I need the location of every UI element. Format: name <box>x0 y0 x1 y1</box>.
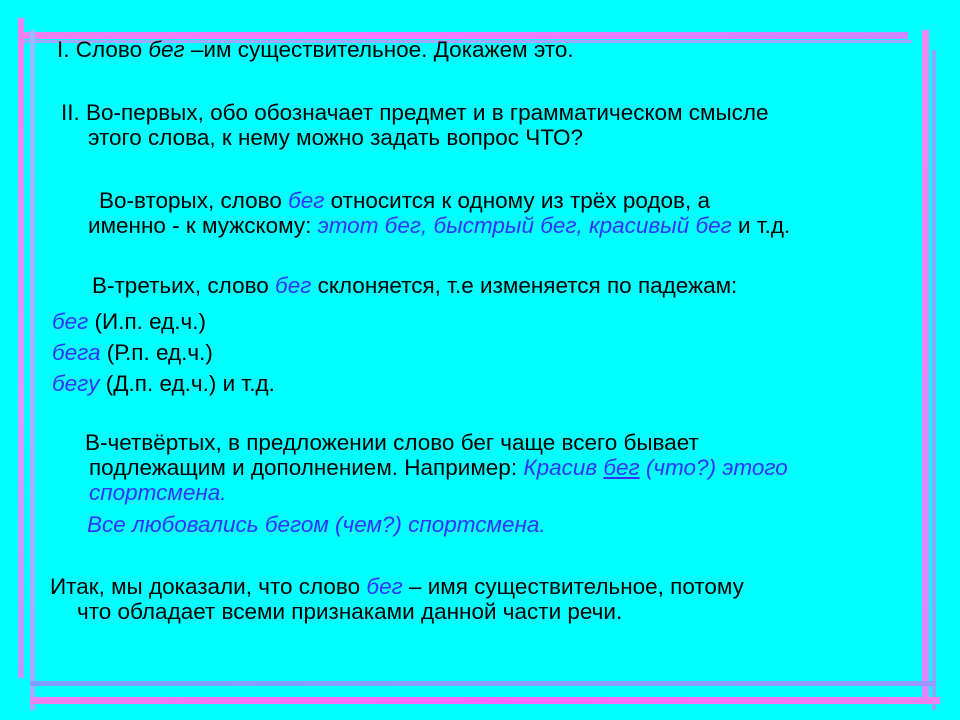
second-argument <box>88 188 791 238</box>
fourth-argument-example-b: (что?) этого <box>639 455 788 480</box>
first-argument <box>61 100 769 150</box>
case-forms-list <box>52 306 275 399</box>
frame-right-stripe <box>922 30 929 700</box>
third-argument-word: бег <box>275 273 312 298</box>
third-argument <box>92 273 737 298</box>
intro-word: бег <box>148 37 185 62</box>
first-argument-line-2: этого слова, к нему можно задать вопрос ЧТО? <box>88 125 584 150</box>
fourth-argument <box>85 430 788 505</box>
second-argument-word: бег <box>288 188 325 213</box>
frame-left-stripe <box>18 18 24 678</box>
case-form-label: (Р.п. ед.ч.) <box>100 340 213 365</box>
second-argument-text-d: и т.д. <box>731 213 791 238</box>
conclusion-text-a: Итак, мы доказали, что слово <box>50 574 367 599</box>
frame-left-blue-stripe <box>30 30 35 710</box>
conclusion-word: бег <box>366 574 403 599</box>
case-form-item <box>52 337 275 368</box>
case-form-word: бег <box>52 309 89 334</box>
fourth-argument-line-2 <box>89 455 788 480</box>
second-argument-text-a: Во-вторых, слово <box>99 188 289 213</box>
intro-rest: –им существительное. Докажем это. <box>184 37 574 62</box>
third-argument-text-a: В-третьих, слово <box>92 273 276 298</box>
case-form-label: (И.п. ед.ч.) <box>88 309 206 334</box>
frame-right-blue-stripe <box>932 50 936 710</box>
case-form-word: бега <box>52 340 101 365</box>
case-form-tail: и т.д. <box>216 371 275 396</box>
conclusion-line-1 <box>50 574 744 599</box>
conclusion-text-b: – имя существительное, потому <box>402 574 744 599</box>
second-example-text: Все любовались бегом (чем?) спортсмена. <box>87 512 546 537</box>
intro-prefix: I. Слово <box>57 37 149 62</box>
intro-statement <box>57 37 574 62</box>
fourth-argument-text: подлежащим и дополнением. Например: <box>89 455 524 480</box>
fourth-argument-example-a: Красив <box>523 455 604 480</box>
first-argument-line-1: II. Во-первых, обо обозначает предмет и в грамматическом смысле <box>61 100 769 125</box>
fourth-argument-line-3: спортсмена. <box>89 480 227 505</box>
frame-bottom-stripe <box>30 697 940 704</box>
case-form-label: (Д.п. ед.ч.) <box>99 371 217 396</box>
frame-bottom-blue-stripe <box>30 681 936 686</box>
case-form-item <box>52 306 275 337</box>
second-argument-line-1 <box>99 188 790 213</box>
fourth-argument-line-1: В-четвёртых, в предложении слово бег чаще всего бывает <box>85 430 699 455</box>
second-argument-text-b: относится к одному из трёх родов, а <box>324 188 710 213</box>
second-argument-examples: этот бег, быстрый бег, красивый бег <box>317 213 732 238</box>
third-argument-text-b: склоняется, т.е изменяется по падежам: <box>311 273 738 298</box>
conclusion-line-2: что обладает всеми признаками данной части речи. <box>77 599 623 624</box>
fourth-argument-example-word: бег <box>603 455 640 480</box>
conclusion <box>50 574 744 624</box>
case-form-word: бегу <box>52 371 100 396</box>
case-form-item <box>52 368 275 399</box>
second-example <box>87 512 546 537</box>
second-argument-line-2 <box>88 213 790 238</box>
third-argument-line <box>92 273 737 298</box>
second-argument-text-c: именно - к мужскому: <box>88 213 318 238</box>
